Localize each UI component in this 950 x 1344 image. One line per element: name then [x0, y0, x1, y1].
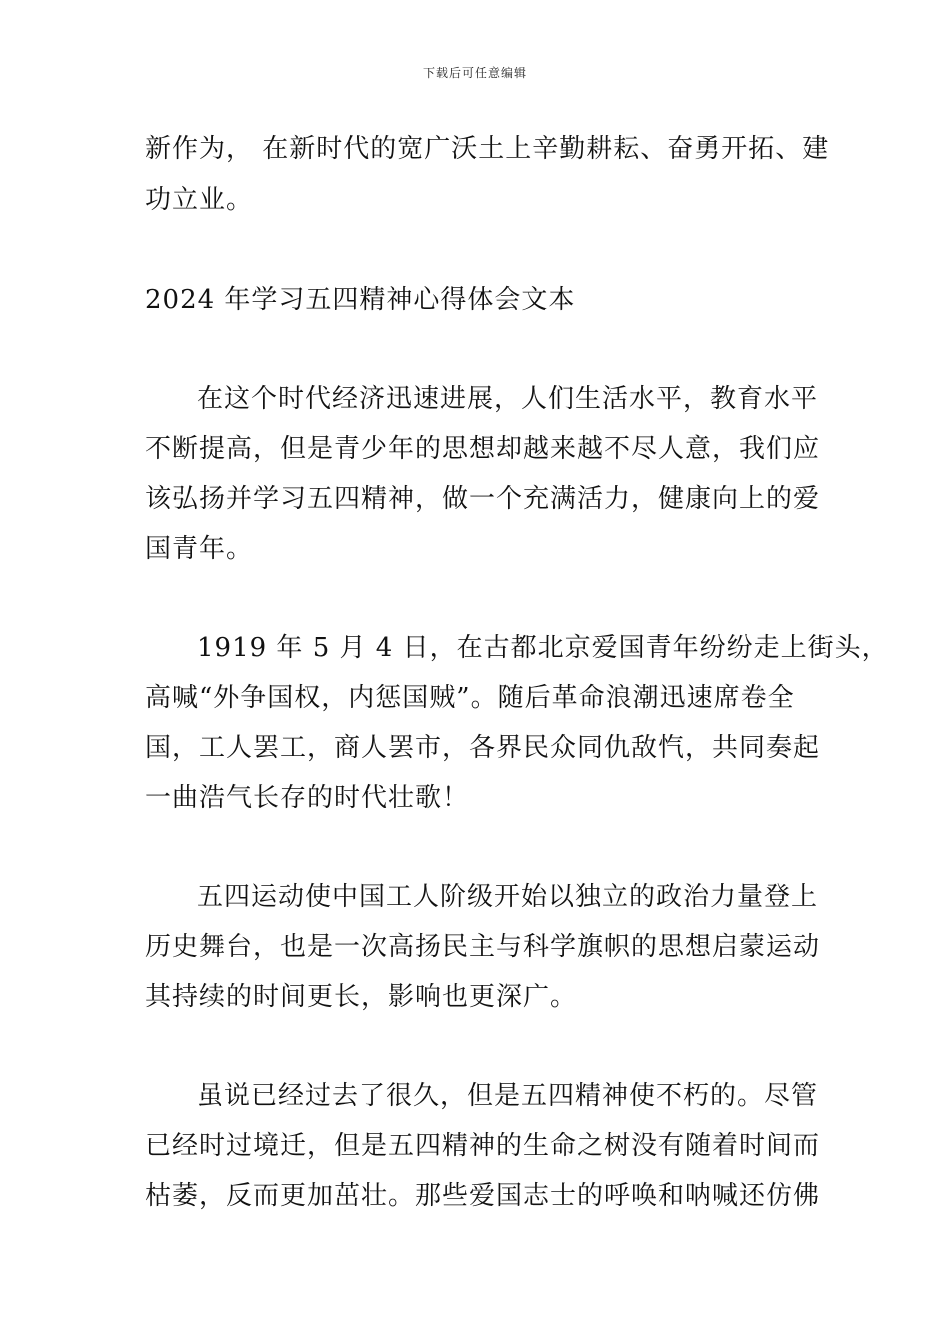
text-line: 国，工人罢工，商人罢市，各界民众同仇敌忾，共同奏起 [145, 733, 821, 763]
text-line: 五四运动使中国工人阶级开始以独立的政治力量登上 [197, 882, 819, 912]
text-line: 历史舞台，也是一次高扬民主与科学旗帜的思想启蒙运动 [145, 932, 821, 962]
text-line: 国青年。 [145, 534, 254, 564]
text-line: 高喊“外争国权，内惩国贼”。随后革命浪潮迅速席卷全 [145, 683, 795, 713]
text-line: 已经时过境迁，但是五四精神的生命之树没有随着时间而 [145, 1131, 821, 1161]
text-line: 该弘扬并学习五四精神，做一个充满活力，健康向上的爱 [145, 484, 821, 514]
text-line: 功立业。 [145, 185, 254, 215]
text-line: 新作为， 在新时代的宽广沃土上辛勤耕耘、奋勇开拓、建 [145, 134, 830, 164]
section-title: 2024 年学习五四精神心得体会文本 [145, 285, 576, 315]
page-header: 下载后可任意编辑 [422, 66, 527, 80]
text-line: 在这个时代经济迅速进展，人们生活水平，教育水平 [197, 384, 819, 414]
text-line: 一曲浩气长存的时代壮歌！ [145, 783, 470, 813]
text-line: 其持续的时间更长，影响也更深广。 [145, 982, 578, 1012]
text-line: 虽说已经过去了很久，但是五四精神使不朽的。尽管 [197, 1081, 819, 1111]
text-line: 1919 年 5 月 4 日，在古都北京爱国青年纷纷走上街头， [197, 633, 889, 663]
text-line: 不断提高，但是青少年的思想却越来越不尽人意，我们应 [145, 434, 821, 464]
text-line: 枯萎，反而更加茁壮。那些爱国志士的呼唤和呐喊还仿佛 [145, 1181, 821, 1211]
